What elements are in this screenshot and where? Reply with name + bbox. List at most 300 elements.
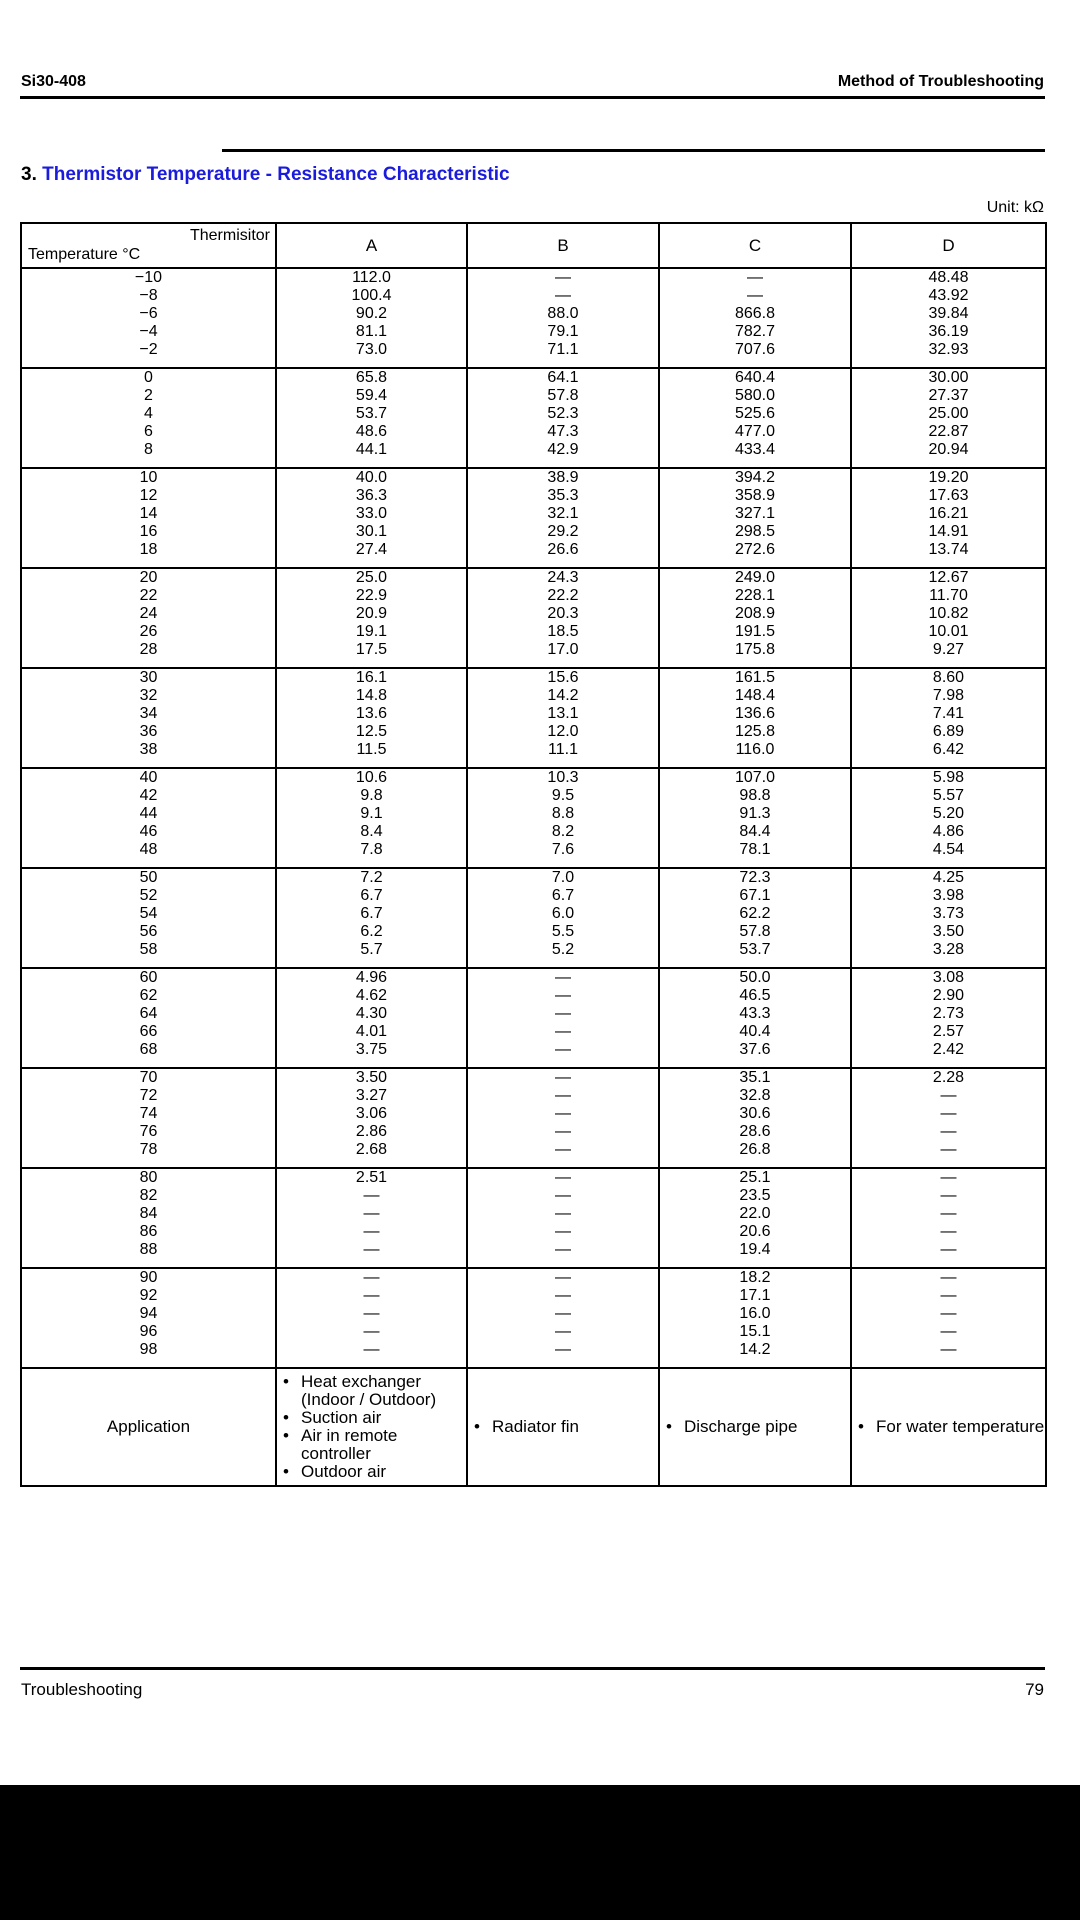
temperature-cell [21, 668, 276, 768]
resistance-value: 3.98 [932, 887, 965, 904]
resistance-value: 16.21 [928, 505, 969, 522]
resistance-cell-b [467, 1168, 659, 1268]
column-header-b: B [467, 223, 659, 268]
table-row [21, 1268, 1046, 1368]
application-item: • Outdoor air [283, 1463, 466, 1481]
resistance-value: — [555, 1123, 571, 1140]
resistance-value: 22.9 [355, 587, 388, 604]
resistance-value: 30.1 [355, 523, 388, 540]
resistance-value: 112.0 [352, 269, 391, 286]
resistance-value: 59.4 [355, 387, 388, 404]
resistance-value: — [363, 1305, 380, 1322]
resistance-value: 48.6 [355, 423, 388, 440]
temperature-value: 22 [139, 587, 158, 604]
temperature-cell [21, 1068, 276, 1168]
resistance-value: — [363, 1323, 380, 1340]
resistance-value: 14.2 [739, 1341, 771, 1358]
resistance-cell-a [276, 668, 467, 768]
resistance-value: 62.2 [739, 905, 771, 922]
resistance-value: — [555, 287, 571, 304]
table-row [21, 868, 1046, 968]
resistance-value: 8.4 [360, 823, 383, 840]
resistance-cell-d [851, 368, 1046, 468]
resistance-value: 3.27 [355, 1087, 388, 1104]
document-id: Si30-408 [21, 73, 86, 90]
temperature-value: 14 [139, 505, 158, 522]
resistance-value: 107.0 [734, 769, 776, 786]
temperature-value: 18 [139, 541, 158, 558]
resistance-value: 16.0 [739, 1305, 771, 1322]
temperature-value: 54 [139, 905, 158, 922]
resistance-cell-a [276, 868, 467, 968]
resistance-value: 116.0 [735, 741, 775, 758]
resistance-value: 22.2 [547, 587, 579, 604]
temperature-value: 62 [139, 987, 158, 1004]
temperature-value: 96 [139, 1323, 158, 1340]
temperature-value: 68 [139, 1041, 158, 1058]
resistance-value: — [363, 1187, 380, 1204]
resistance-value: 5.20 [932, 805, 965, 822]
resistance-value: 19.4 [739, 1241, 771, 1258]
resistance-value: 71.1 [547, 341, 579, 358]
temperature-value: −4 [139, 323, 158, 340]
resistance-value: 7.41 [932, 705, 965, 722]
resistance-value: — [363, 1205, 380, 1222]
resistance-value: 394.2 [734, 469, 776, 486]
resistance-value: 6.7 [551, 887, 575, 904]
resistance-cell-a [276, 1268, 467, 1368]
resistance-cell-b [467, 968, 659, 1068]
resistance-value: 47.3 [547, 423, 579, 440]
resistance-cell-d [851, 1068, 1046, 1168]
temperature-value: 60 [139, 969, 158, 986]
temperature-value: 34 [139, 705, 158, 722]
temperature-value: 76 [139, 1123, 158, 1140]
temperature-value: −6 [139, 305, 158, 322]
resistance-value: 4.62 [355, 987, 388, 1004]
resistance-cell-a [276, 268, 467, 368]
resistance-value: 3.28 [932, 941, 965, 958]
resistance-cell-a [276, 968, 467, 1068]
temperature-cell [21, 968, 276, 1068]
resistance-value: — [363, 1269, 380, 1286]
resistance-value: 5.5 [551, 923, 575, 940]
resistance-value: 6.89 [932, 723, 965, 740]
resistance-value: — [940, 1169, 957, 1186]
temperature-value: 44 [139, 805, 158, 822]
resistance-value: 14.91 [928, 523, 969, 540]
temperature-value: 4 [144, 405, 153, 422]
temperature-value: 88 [139, 1241, 158, 1258]
resistance-value: 22.0 [739, 1205, 771, 1222]
resistance-value: 57.8 [739, 923, 771, 940]
resistance-value: 327.1 [734, 505, 776, 522]
table-header-row [21, 223, 1046, 268]
resistance-value: 707.6 [734, 341, 776, 358]
resistance-value: 40.4 [739, 1023, 771, 1040]
resistance-value: 6.0 [551, 905, 575, 922]
resistance-value: 6.2 [360, 923, 383, 940]
resistance-value: 10.82 [928, 605, 969, 622]
resistance-value: — [555, 1241, 571, 1258]
temperature-cell [21, 468, 276, 568]
resistance-value: 8.8 [551, 805, 575, 822]
resistance-value: 2.73 [932, 1005, 965, 1022]
resistance-value: 13.1 [547, 705, 579, 722]
resistance-value: 84.4 [739, 823, 771, 840]
resistance-value: 25.1 [739, 1169, 771, 1186]
resistance-value: 35.1 [739, 1069, 771, 1086]
resistance-value: 26.8 [739, 1141, 771, 1158]
resistance-cell-c [659, 968, 851, 1068]
resistance-cell-c [659, 368, 851, 468]
resistance-value: — [940, 1223, 957, 1240]
resistance-value: 6.7 [360, 905, 383, 922]
resistance-value: 40.0 [355, 469, 388, 486]
resistance-value: 4.25 [932, 869, 965, 886]
resistance-value: 67.1 [739, 887, 771, 904]
corner-thermistor-label: Thermisitor [189, 227, 270, 244]
resistance-value: 866.8 [734, 305, 776, 322]
resistance-value: 18.2 [739, 1269, 771, 1286]
temperature-value: 98 [139, 1341, 158, 1358]
temperature-cell [21, 568, 276, 668]
temperature-value: −8 [139, 287, 158, 304]
resistance-value: — [555, 1269, 571, 1286]
resistance-value: 8.2 [551, 823, 575, 840]
table-row [21, 768, 1046, 868]
resistance-value: 15.1 [739, 1323, 771, 1340]
application-item: • Air in remote controller [283, 1427, 466, 1463]
resistance-value: 27.37 [928, 387, 969, 404]
temperature-value: 24 [139, 605, 158, 622]
resistance-value: — [940, 1241, 957, 1258]
resistance-value: 78.1 [739, 841, 771, 858]
temperature-cell [21, 768, 276, 868]
resistance-cell-c [659, 868, 851, 968]
resistance-value: 4.30 [355, 1005, 388, 1022]
resistance-value: 433.4 [734, 441, 776, 458]
resistance-value: 5.7 [360, 941, 383, 958]
resistance-cell-a [276, 768, 467, 868]
resistance-value: — [940, 1269, 957, 1286]
application-c-list [660, 1418, 850, 1436]
resistance-value: 91.3 [739, 805, 771, 822]
resistance-cell-d [851, 568, 1046, 668]
resistance-value: 17.0 [547, 641, 579, 658]
resistance-value: 10.01 [928, 623, 969, 640]
application-item: • Discharge pipe [666, 1418, 850, 1436]
resistance-cell-d [851, 1268, 1046, 1368]
resistance-value: 18.5 [547, 623, 579, 640]
resistance-value: 43.3 [739, 1005, 771, 1022]
application-item: • For water temperature [858, 1418, 1045, 1436]
resistance-value: 38.9 [547, 469, 579, 486]
temperature-value: 20 [139, 569, 158, 586]
header-rule [20, 96, 1045, 99]
resistance-value: 249.0 [734, 569, 776, 586]
resistance-value: 12.0 [547, 723, 579, 740]
resistance-value: 22.87 [928, 423, 969, 440]
resistance-value: 79.1 [547, 323, 579, 340]
resistance-value: 16.1 [355, 669, 388, 686]
resistance-value: — [555, 1223, 571, 1240]
resistance-value: — [940, 1187, 957, 1204]
section-header: Method of Troubleshooting [837, 73, 1044, 90]
temperature-value: 66 [139, 1023, 158, 1040]
resistance-value: — [555, 1005, 571, 1022]
resistance-value: 2.68 [355, 1141, 388, 1158]
resistance-value: 98.8 [739, 787, 771, 804]
resistance-value: 3.50 [355, 1069, 388, 1086]
resistance-value: 53.7 [355, 405, 388, 422]
resistance-value: 3.75 [355, 1041, 388, 1058]
resistance-value: 19.1 [355, 623, 388, 640]
resistance-value: 36.19 [928, 323, 969, 340]
temperature-cell [21, 1268, 276, 1368]
resistance-value: — [940, 1105, 957, 1122]
resistance-value: — [555, 1087, 571, 1104]
table-body [21, 268, 1046, 1368]
resistance-value: 26.6 [547, 541, 579, 558]
resistance-value: 25.00 [928, 405, 969, 422]
resistance-value: 27.4 [355, 541, 388, 558]
resistance-value: 65.8 [355, 369, 388, 386]
resistance-value: 125.8 [734, 723, 776, 740]
resistance-value: — [940, 1205, 957, 1222]
resistance-value: 88.0 [547, 305, 579, 322]
resistance-value: — [555, 1169, 571, 1186]
resistance-value: — [555, 987, 571, 1004]
temperature-value: 58 [139, 941, 158, 958]
resistance-cell-a [276, 568, 467, 668]
table-row [21, 468, 1046, 568]
resistance-cell-d [851, 968, 1046, 1068]
resistance-value: — [555, 1023, 571, 1040]
resistance-cell-b [467, 868, 659, 968]
resistance-value: 50.0 [739, 969, 771, 986]
resistance-cell-b [467, 1068, 659, 1168]
application-item: • Suction air [283, 1409, 466, 1427]
temperature-value: −10 [134, 269, 163, 286]
resistance-value: 3.06 [355, 1105, 388, 1122]
temperature-value: 64 [139, 1005, 158, 1022]
resistance-cell-d [851, 268, 1046, 368]
resistance-value: 20.6 [739, 1223, 771, 1240]
resistance-value: 32.93 [928, 341, 969, 358]
resistance-cell-b [467, 668, 659, 768]
resistance-value: 90.2 [355, 305, 388, 322]
temperature-value: 84 [139, 1205, 158, 1222]
resistance-value: 477.0 [734, 423, 776, 440]
resistance-value: 23.5 [739, 1187, 771, 1204]
section-title-text: Thermistor Temperature - Resistance Characteristic [42, 164, 510, 185]
resistance-value: 298.5 [734, 523, 776, 540]
resistance-value: 525.6 [734, 405, 776, 422]
temperature-value: 48 [139, 841, 158, 858]
application-d-cell [851, 1368, 1046, 1486]
temperature-value: 74 [139, 1105, 158, 1122]
resistance-value: 2.28 [932, 1069, 965, 1086]
section-rule [222, 149, 1045, 152]
resistance-value: 14.8 [355, 687, 388, 704]
resistance-cell-c [659, 268, 851, 368]
temperature-value: 0 [144, 369, 153, 386]
resistance-value: — [555, 1141, 571, 1158]
resistance-cell-a [276, 468, 467, 568]
resistance-value: 30.00 [928, 369, 969, 386]
resistance-value: 30.6 [739, 1105, 771, 1122]
resistance-value: 32.1 [547, 505, 579, 522]
resistance-cell-a [276, 1068, 467, 1168]
resistance-value: — [940, 1287, 957, 1304]
corner-header-cell [21, 223, 276, 268]
resistance-cell-b [467, 268, 659, 368]
resistance-value: 44.1 [355, 441, 388, 458]
resistance-value: — [555, 969, 571, 986]
resistance-cell-d [851, 768, 1046, 868]
resistance-value: 11.5 [356, 741, 387, 758]
table-row [21, 968, 1046, 1068]
resistance-value: 20.3 [547, 605, 579, 622]
resistance-value: 11.1 [548, 741, 578, 758]
resistance-value: 5.57 [932, 787, 965, 804]
resistance-value: 17.63 [928, 487, 969, 504]
resistance-value: 9.27 [932, 641, 965, 658]
application-c-cell [659, 1368, 851, 1486]
table-row [21, 1168, 1046, 1268]
resistance-value: 4.86 [932, 823, 965, 840]
resistance-value: — [363, 1287, 380, 1304]
resistance-value: 2.57 [932, 1023, 965, 1040]
temperature-value: 80 [139, 1169, 158, 1186]
temperature-value: 30 [139, 669, 158, 686]
table-row [21, 568, 1046, 668]
resistance-value: 25.0 [355, 569, 388, 586]
column-header-a: A [276, 223, 467, 268]
temperature-value: 46 [139, 823, 158, 840]
temperature-value: 38 [139, 741, 158, 758]
resistance-cell-c [659, 668, 851, 768]
resistance-value: — [555, 1105, 571, 1122]
resistance-value: 272.6 [734, 541, 776, 558]
resistance-value: 72.3 [739, 869, 771, 886]
resistance-value: — [555, 1187, 571, 1204]
application-item: • Heat exchanger (Indoor / Outdoor) [283, 1373, 466, 1409]
resistance-value: 12.5 [355, 723, 388, 740]
temperature-value: 42 [139, 787, 158, 804]
resistance-value: 13.6 [355, 705, 388, 722]
temperature-value: 16 [139, 523, 158, 540]
resistance-value: 5.2 [551, 941, 575, 958]
table-row [21, 1068, 1046, 1168]
resistance-cell-d [851, 668, 1046, 768]
temperature-cell [21, 368, 276, 468]
resistance-value: — [940, 1087, 957, 1104]
temperature-value: 8 [144, 441, 153, 458]
resistance-value: 3.73 [932, 905, 965, 922]
resistance-value: — [555, 269, 571, 286]
resistance-value: 73.0 [355, 341, 388, 358]
resistance-cell-c [659, 568, 851, 668]
resistance-value: — [940, 1323, 957, 1340]
resistance-cell-c [659, 1268, 851, 1368]
resistance-value: 11.70 [929, 587, 968, 604]
temperature-value: 32 [139, 687, 158, 704]
resistance-value: — [555, 1305, 571, 1322]
resistance-cell-a [276, 368, 467, 468]
resistance-value: — [555, 1341, 571, 1358]
resistance-cell-b [467, 568, 659, 668]
resistance-value: 35.3 [547, 487, 579, 504]
resistance-value: — [747, 287, 763, 304]
application-item: • Radiator fin [474, 1418, 658, 1436]
resistance-value: 53.7 [739, 941, 771, 958]
application-a-cell [276, 1368, 467, 1486]
resistance-value: — [555, 1041, 571, 1058]
resistance-value: 175.8 [734, 641, 776, 658]
resistance-cell-b [467, 468, 659, 568]
application-b-cell [467, 1368, 659, 1486]
temperature-value: 10 [139, 469, 158, 486]
resistance-value: 6.42 [932, 741, 965, 758]
corner-temperature-label: Temperature °C [28, 246, 141, 263]
temperature-value: 36 [139, 723, 158, 740]
temperature-cell [21, 868, 276, 968]
resistance-value: 2.42 [932, 1041, 965, 1058]
resistance-value: 20.94 [928, 441, 969, 458]
resistance-value: 42.9 [547, 441, 579, 458]
thermistor-table [20, 222, 1047, 1487]
resistance-value: 4.01 [355, 1023, 388, 1040]
resistance-value: — [555, 1205, 571, 1222]
resistance-value: — [363, 1341, 380, 1358]
table-row [21, 368, 1046, 468]
resistance-value: 640.4 [734, 369, 776, 386]
resistance-cell-b [467, 368, 659, 468]
column-header-d: D [851, 223, 1046, 268]
section-number: 3. [21, 164, 37, 185]
application-b-list [468, 1418, 658, 1436]
resistance-value: — [940, 1123, 957, 1140]
resistance-value: 19.20 [928, 469, 969, 486]
resistance-value: 28.6 [739, 1123, 771, 1140]
resistance-value: 57.8 [547, 387, 579, 404]
resistance-value: 46.5 [739, 987, 771, 1004]
resistance-cell-c [659, 1068, 851, 1168]
resistance-value: 33.0 [355, 505, 388, 522]
resistance-cell-b [467, 768, 659, 868]
temperature-value: 52 [139, 887, 158, 904]
temperature-value: 78 [139, 1141, 158, 1158]
temperature-value: 50 [139, 869, 158, 886]
resistance-value: — [363, 1241, 380, 1258]
resistance-value: 29.2 [547, 523, 579, 540]
resistance-value: 36.3 [355, 487, 388, 504]
resistance-value: — [363, 1223, 380, 1240]
resistance-value: 81.1 [355, 323, 388, 340]
resistance-value: 3.08 [932, 969, 965, 986]
resistance-value: 358.9 [734, 487, 776, 504]
temperature-value: 94 [139, 1305, 158, 1322]
resistance-value: 52.3 [547, 405, 579, 422]
footer-section-name: Troubleshooting [21, 1680, 143, 1699]
resistance-value: 228.1 [734, 587, 776, 604]
resistance-value: 32.8 [739, 1087, 771, 1104]
resistance-value: 20.9 [355, 605, 388, 622]
temperature-value: 86 [139, 1223, 158, 1240]
temperature-value: 6 [144, 423, 153, 440]
